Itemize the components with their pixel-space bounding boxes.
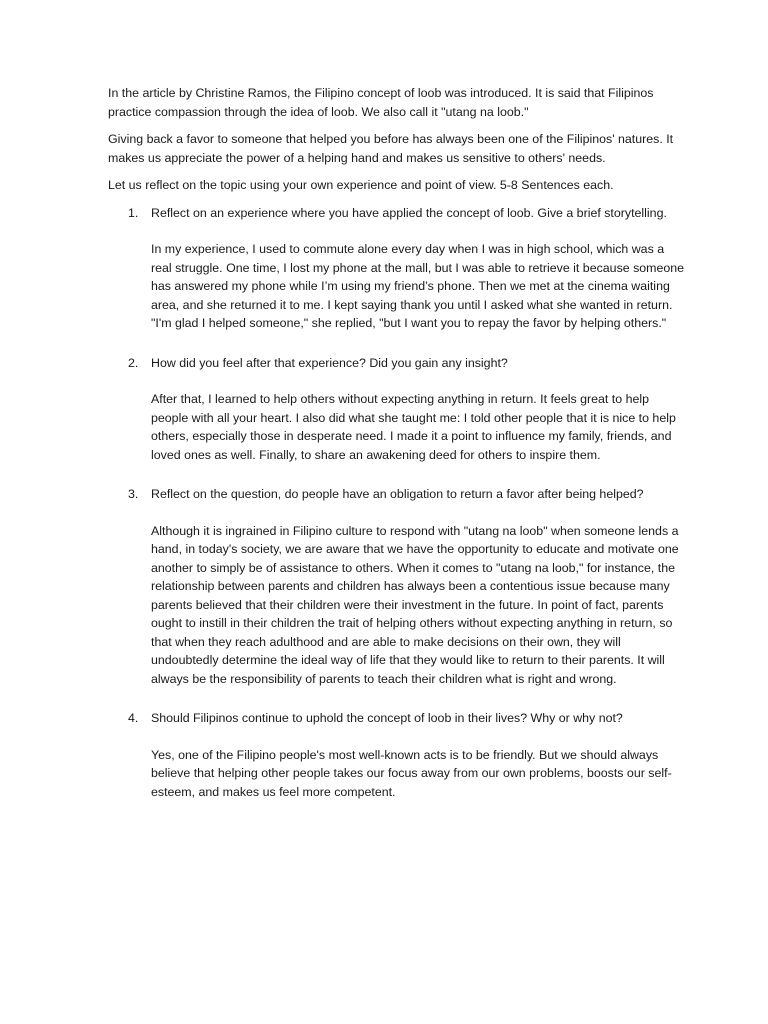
question-number: 3. bbox=[128, 487, 139, 501]
answer-text: Yes, one of the Filipino people's most well-known acts is to be friendly. But we should always believe that helping other people takes our focus away from our own problems, boosts our self-esteem, and makes us feel more competent. bbox=[151, 747, 672, 799]
question-text: How did you feel after that experience? Did you gain any insight? bbox=[151, 355, 508, 370]
question-text: Should Filipinos continue to uphold the concept of loob in their lives? Why or why not? bbox=[151, 711, 623, 725]
intro-paragraph-instructions: Let us reflect on the topic using your own experience and point of view. 5-8 Sentences each. bbox=[108, 178, 614, 192]
question-item-1 bbox=[108, 204, 688, 333]
intro-paragraph-article: In the article by Christine Ramos, the Filipino concept of loob was introduced. It is said that Filipinos practice compassion through the idea of loob. We also call it "utang na loob." bbox=[108, 86, 654, 119]
question-item-3 bbox=[108, 485, 688, 688]
answer-text: Although it is ingrained in Filipino culture to respond with "utang na loob" when someone lends a hand, in today's society, we are aware that we have the opportunity to educate and motivate one another to simply be of assistance to others. When it comes to "utang na loob," for instance, the relationship between parents and children has always been a contentious issue because many parents believed that their children were their investment in the future. In point of fact, parents ought to instill in their children the trait of helping others without expecting anything in return, so that when they reach adulthood and are able to make decisions on their own, they will undoubtedly determine the ideal way of life that they would like to return to their parents. It will always be the responsibility of parents to teach their children what is right and wrong. bbox=[151, 523, 679, 686]
answer-text: After that, I learned to help others without expecting anything in return. It feels great to help people with all your heart. I also did what she taught me: I told other people that it is nice to help others, especially those in desperate need. I made it a point to influence my family, friends, and loved ones as well. Finally, to share an awakening deed for others to inspire them. bbox=[151, 392, 676, 462]
question-text: Reflect on the question, do people have an obligation to return a favor after being helped? bbox=[151, 487, 644, 501]
question-item-4 bbox=[108, 709, 688, 801]
question-number: 4. bbox=[128, 711, 139, 725]
answer-text: In my experience, I used to commute alone every day when I was in high school, which was a real struggle. One time, I lost my phone at the mall, but I was able to retrieve it because someone has answered my phone while I’m using my friend’s phone. Then we met at the cinema waiting area, and she returned it to me. I kept saying thank you until I asked what she wanted in return. "I'm glad I helped someone," she replied, "but I want you to repay the favor by helping others." bbox=[151, 242, 685, 330]
question-number: 1. bbox=[128, 205, 139, 220]
question-list bbox=[108, 204, 688, 802]
question-text: Reflect on an experience where you have applied the concept of loob. Give a brief storytelling. bbox=[151, 205, 667, 220]
document-page bbox=[108, 84, 688, 822]
question-item-2 bbox=[108, 354, 688, 465]
intro-paragraph-favor: Giving back a favor to someone that helped you before has always been one of the Filipinos' natures. It makes us appreciate the power of a helping hand and makes us sensitive to others' needs. bbox=[108, 132, 674, 165]
question-number: 2. bbox=[128, 355, 139, 370]
